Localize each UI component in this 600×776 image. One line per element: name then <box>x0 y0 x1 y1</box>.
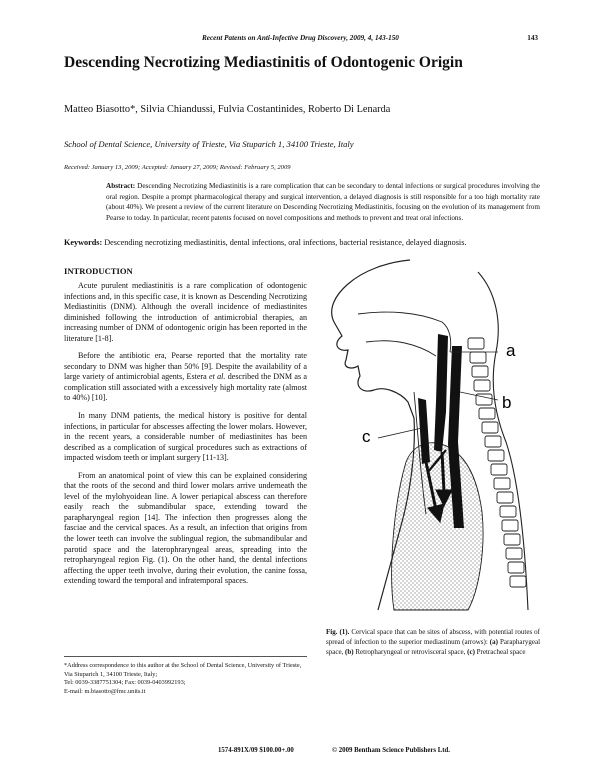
correspondence-footnote: *Address correspondence to this author at the School of Dental Science, University of Trieste, Via Stuparich 1, 34100 Trieste, Italy; Tel: 0039-3387751304; Fax: 0039-0403992193; E-mail: m.biasotto@fmc.units.it <box>64 662 302 695</box>
mediastinum-region <box>392 443 483 610</box>
footnote-divider <box>64 656 307 657</box>
abstract <box>106 181 540 223</box>
journal-citation: Recent Patents on Anti-Infective Drug Discovery, 2009, 4, 143-150 <box>202 34 399 42</box>
keywords <box>64 237 542 248</box>
received-dates: Received: January 13, 2009; Accepted: January 27, 2009; Revised: February 5, 2009 <box>64 164 291 171</box>
figure-caption: Fig. (1). Cervical space that can be sites of abscess, with potential routes of spread of infection to the superior mediastinum (arrows): (a) Parapharygeal space, (b) Retropharyngeal or retrovisceral space, (c) Pretracheal space <box>326 628 541 656</box>
copyright: © 2009 Bentham Science Publishers Ltd. <box>332 747 450 754</box>
figure-1 <box>318 252 540 612</box>
caption-text: Cervical space that can be sites of abscess, with potential routes of spread of infection to the superior mediastinum (arrows): <box>326 628 541 646</box>
label-c: c <box>362 427 371 446</box>
paragraph: In many DNM patients, the medical history is positive for dental infections, in particular for abscesses affecting the lower molars. However, in the recent years, a considerable number of mediastinites has been described as a complication of surgical procedures such as extractions of impacted wisdom teeth or implant surgery [11-13]. <box>64 411 307 463</box>
label-b: b <box>502 393 512 412</box>
anatomy-illustration <box>318 252 540 612</box>
issn-price: 1574-891X/09 $100.00+.00 <box>218 747 294 754</box>
abstract-label: Abstract: <box>106 182 136 190</box>
page-number: 143 <box>527 34 538 42</box>
keywords-label: Keywords: <box>64 238 103 247</box>
paragraph: Before the antibiotic era, Pearse reported that the mortality rate secondary to DNM was higher than 50% [9]. Despite the availability of a large variety of antimicrobial agents, Estera et al. described the DNM as a complication still associated with a excessively high mortality rate (almost to 40%) [10]. <box>64 351 307 403</box>
label-a: a <box>506 341 516 360</box>
leader-line-c <box>378 428 422 438</box>
parapharyngeal-space <box>434 334 448 452</box>
introduction-body <box>64 281 307 594</box>
author-list: Matteo Biasotto*, Silvia Chiandussi, Fulvia Costantinides, Roberto Di Lenarda <box>64 104 391 115</box>
abstract-text: Descending Necrotizing Mediastinitis is a rare complication that can be secondary to dental infections or surgical procedures involving the oral region. Despite a prompt pharmacological therapy and surgical intervention, a delayed diagnosis is still responsible for a too high mortality rate (about 40%). We present a review of the current literature on Descending Necrotizing Mediastinitis, focusing on the evolution of its management from Pearse to today. In particular, recent patents focused on novel compositions and methods to prevent and treat oral infections. <box>106 182 540 222</box>
article-title: Descending Necrotizing Mediastinitis of Odontogenic Origin <box>64 54 463 71</box>
paragraph: Acute purulent mediastinitis is a rare complication of odontogenic infections and, in this specific case, it is known as Descending Necrotizing Mediastinitis (DNM). Although the overall incidence of mediastinites diminished following the introduction of antimicrobial therapies, an increasing number of DNM of odontogenic origin has been reported in the literature [1-8]. <box>64 281 307 343</box>
keywords-text: Descending necrotizing mediastinitis, dental infections, oral infections, bacterial resistance, delayed diagnosis. <box>104 238 467 247</box>
section-heading-introduction: INTRODUCTION <box>64 266 133 276</box>
caption-label: Fig. (1). <box>326 628 350 636</box>
paragraph: From an anatomical point of view this can be explained considering that the roots of the second and third lower molars arrive underneath the level of the mylohyoidean line. A lower periapical abscess can therefore easily reach the submandibular space, extending toward the parapharyngeal region [14]. The infection then progresses along the fasciae and the cervical spaces. As a result, an infection that origins from the lower teeth can involve the sublingual region, the submandibular and parotid space and the laterophraryngeal areas, spreading into the retropharyngeal region Fig. (1). On the other hand, the dental infections affecting the upper teeth involve, during their evolution, the canine fossa, extending toward the temporal and infratemporal spaces. <box>64 470 307 586</box>
affiliation: School of Dental Science, University of Trieste, Via Stuparich 1, 34100 Trieste, Italy <box>64 139 354 149</box>
